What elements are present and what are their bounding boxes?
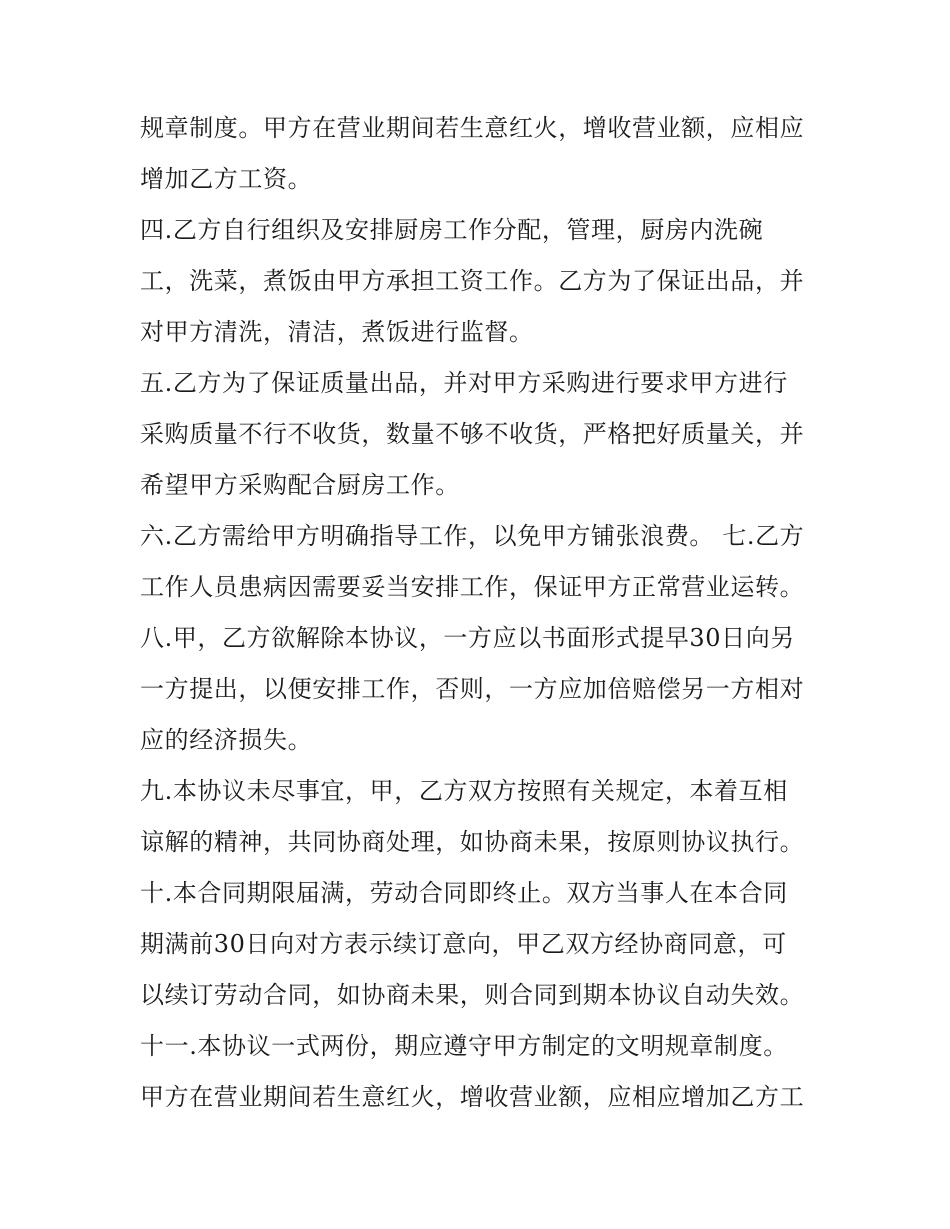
text-line: 期满前30日向对方表示续订意向，甲乙双方经协商同意，可 bbox=[140, 930, 787, 958]
text-line: 应的经济损失。 bbox=[140, 726, 313, 754]
text-line: 谅解的精神，共同协商处理，如协商未果，按原则协议执行。 bbox=[140, 828, 805, 856]
text-line: 工，洗菜，煮饭由甲方承担工资工作。乙方为了保证出品，并 bbox=[140, 267, 805, 295]
text-line: 希望甲方采购配合厨房工作。 bbox=[140, 471, 460, 499]
text-line: 增加乙方工资。 bbox=[140, 165, 313, 193]
text-line: 对甲方清洗，清洁，煮饭进行监督。 bbox=[140, 318, 534, 346]
text-line: 甲方在营业期间若生意红火，增收营业额，应相应增加乙方工 bbox=[140, 1083, 805, 1111]
text-line: 八.甲，乙方欲解除本协议，一方应以书面形式提早30日向另 bbox=[140, 624, 795, 652]
text-line: 规章制度。甲方在营业期间若生意红火，增收营业额，应相应 bbox=[140, 114, 805, 142]
text-line: 六.乙方需给甲方明确指导工作，以免甲方铺张浪费。 七.乙方 bbox=[140, 522, 805, 550]
text-line: 五.乙方为了保证质量出品，并对甲方采购进行要求甲方进行 bbox=[140, 369, 788, 397]
text-line: 十一.本协议一式两份，期应遵守甲方制定的文明规章制度。 bbox=[140, 1032, 788, 1060]
text-line: 以续订劳动合同，如协商未果，则合同到期本协议自动失效。 bbox=[140, 981, 805, 1009]
text-line: 十.本合同期限届满，劳动合同即终止。双方当事人在本合同 bbox=[140, 879, 788, 907]
text-line: 工作人员患病因需要妥当安排工作，保证甲方正常营业运转。 bbox=[140, 573, 805, 601]
text-line: 采购质量不行不收货，数量不够不收货，严格把好质量关，并 bbox=[140, 420, 805, 448]
text-line: 一方提出，以便安排工作，否则，一方应加倍赔偿另一方相对 bbox=[140, 675, 805, 703]
text-line: 四.乙方自行组织及安排厨房工作分配，管理，厨房内洗碗 bbox=[140, 216, 764, 244]
text-line: 九.本协议未尽事宜，甲，乙方双方按照有关规定，本着互相 bbox=[140, 777, 788, 805]
